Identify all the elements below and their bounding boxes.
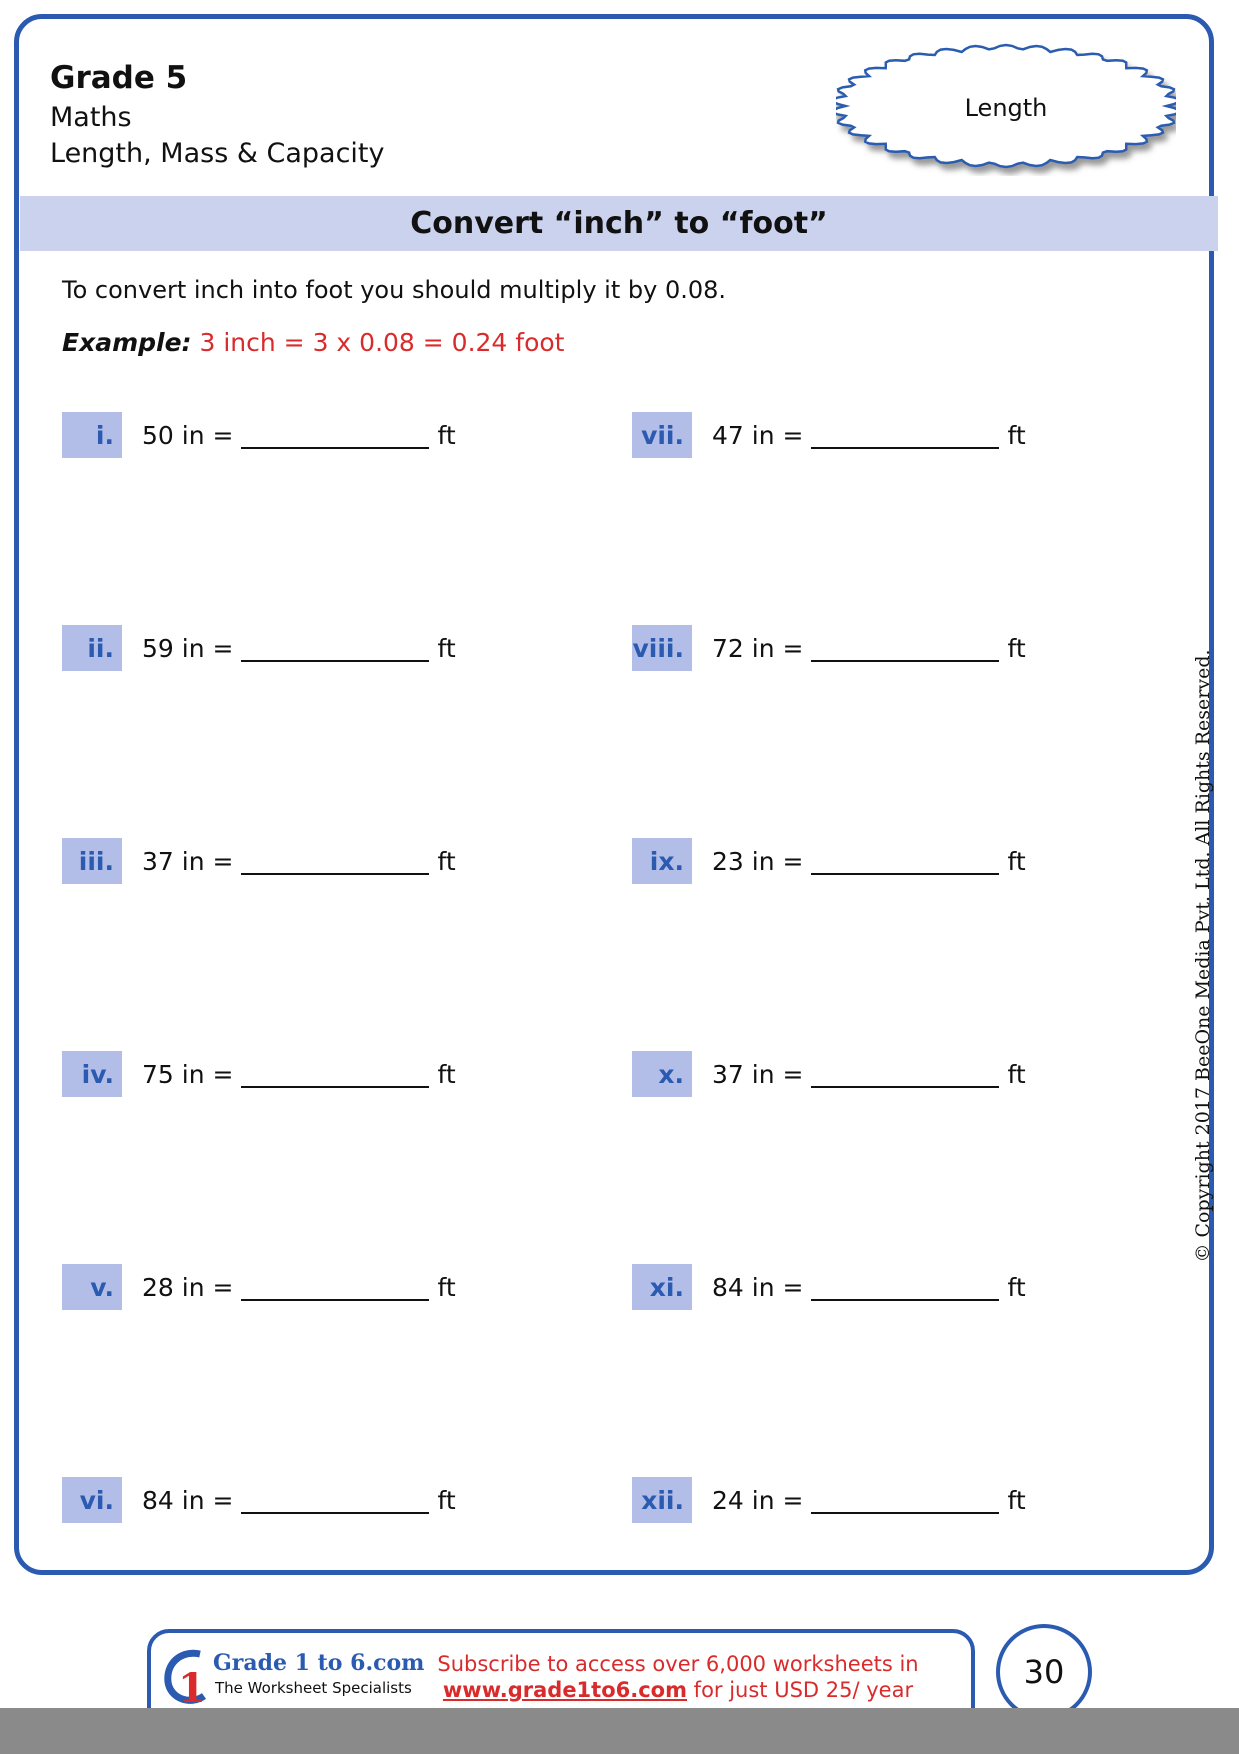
question-unit: ft bbox=[1007, 633, 1026, 663]
answer-blank[interactable] bbox=[811, 634, 999, 662]
answer-blank[interactable] bbox=[241, 1060, 429, 1088]
question-unit: ft bbox=[1007, 1485, 1026, 1515]
question-number: vi. bbox=[62, 1477, 122, 1523]
answer-blank[interactable] bbox=[811, 1486, 999, 1514]
logo-tagline: The Worksheet Specialists bbox=[215, 1679, 412, 1697]
question-item bbox=[62, 1264, 456, 1310]
question-value: 37 in = bbox=[142, 846, 234, 876]
question-number: vii. bbox=[632, 412, 692, 458]
question-value: 72 in = bbox=[712, 633, 804, 663]
answer-blank[interactable] bbox=[241, 421, 429, 449]
example-line bbox=[62, 328, 564, 357]
subscription-promo bbox=[428, 1651, 928, 1703]
answer-blank[interactable] bbox=[241, 634, 429, 662]
instructions-text: To convert inch into foot you should multiply it by 0.08. bbox=[62, 276, 727, 304]
question-value: 50 in = bbox=[142, 420, 234, 450]
question-value: 24 in = bbox=[712, 1485, 804, 1515]
answer-blank[interactable] bbox=[811, 421, 999, 449]
copyright-text: © Copyright 2017 BeeOne Media Pvt. Ltd. All Rights Reserved. bbox=[1192, 649, 1214, 1263]
question-number: viii. bbox=[632, 625, 692, 671]
example-label: Example: bbox=[62, 328, 192, 357]
question-item bbox=[62, 412, 456, 458]
page-number: 30 bbox=[1023, 1653, 1065, 1691]
grade-title: Grade 5 bbox=[50, 60, 188, 96]
example-text: 3 inch = 3 x 0.08 = 0.24 foot bbox=[199, 328, 565, 357]
question-value: 75 in = bbox=[142, 1059, 234, 1089]
logo-name: Grade 1 to 6.com bbox=[213, 1650, 425, 1676]
question-value: 28 in = bbox=[142, 1272, 234, 1302]
question-item bbox=[632, 1264, 1026, 1310]
question-item bbox=[62, 1477, 456, 1523]
question-unit: ft bbox=[1007, 1272, 1026, 1302]
answer-blank[interactable] bbox=[241, 1486, 429, 1514]
question-unit: ft bbox=[1007, 420, 1026, 450]
question-unit: ft bbox=[437, 420, 456, 450]
question-value: 84 in = bbox=[712, 1272, 804, 1302]
question-number: ii. bbox=[62, 625, 122, 671]
question-item bbox=[62, 838, 456, 884]
question-item bbox=[62, 1051, 456, 1097]
question-value: 47 in = bbox=[712, 420, 804, 450]
question-unit: ft bbox=[1007, 1059, 1026, 1089]
question-unit: ft bbox=[437, 633, 456, 663]
bottom-bar bbox=[0, 1708, 1239, 1754]
question-unit: ft bbox=[437, 1059, 456, 1089]
answer-blank[interactable] bbox=[241, 847, 429, 875]
question-unit: ft bbox=[437, 846, 456, 876]
question-number: i. bbox=[62, 412, 122, 458]
question-item bbox=[632, 1477, 1026, 1523]
topic-title: Length, Mass & Capacity bbox=[50, 138, 385, 169]
question-number: iv. bbox=[62, 1051, 122, 1097]
question-value: 23 in = bbox=[712, 846, 804, 876]
promo-price: for just USD 25/ year bbox=[687, 1678, 914, 1702]
question-unit: ft bbox=[1007, 846, 1026, 876]
promo-line-2 bbox=[428, 1677, 928, 1703]
question-number: v. bbox=[62, 1264, 122, 1310]
question-number: xii. bbox=[632, 1477, 692, 1523]
answer-blank[interactable] bbox=[811, 847, 999, 875]
answer-blank[interactable] bbox=[241, 1273, 429, 1301]
question-item bbox=[632, 838, 1026, 884]
svg-text:1: 1 bbox=[178, 1665, 206, 1708]
question-value: 37 in = bbox=[712, 1059, 804, 1089]
grade1to6-logo-icon bbox=[160, 1644, 220, 1708]
length-badge-label: Length bbox=[964, 94, 1048, 122]
answer-blank[interactable] bbox=[811, 1060, 999, 1088]
worksheet-title: Convert “inch” to “foot” bbox=[410, 206, 828, 241]
page-number-badge bbox=[996, 1624, 1092, 1720]
worksheet-title-banner bbox=[20, 196, 1218, 251]
question-number: x. bbox=[632, 1051, 692, 1097]
question-number: ix. bbox=[632, 838, 692, 884]
worksheet-header bbox=[50, 56, 384, 172]
question-value: 84 in = bbox=[142, 1485, 234, 1515]
promo-link[interactable]: www.grade1to6.com bbox=[442, 1678, 687, 1702]
question-number: iii. bbox=[62, 838, 122, 884]
promo-line-1: Subscribe to access over 6,000 worksheets in bbox=[437, 1652, 919, 1676]
question-unit: ft bbox=[437, 1272, 456, 1302]
question-item bbox=[632, 625, 1026, 671]
subject-title: Maths bbox=[50, 102, 132, 133]
question-item bbox=[632, 412, 1026, 458]
question-number: xi. bbox=[632, 1264, 692, 1310]
question-value: 59 in = bbox=[142, 633, 234, 663]
question-unit: ft bbox=[437, 1485, 456, 1515]
question-item bbox=[62, 625, 456, 671]
question-item bbox=[632, 1051, 1026, 1097]
answer-blank[interactable] bbox=[811, 1273, 999, 1301]
